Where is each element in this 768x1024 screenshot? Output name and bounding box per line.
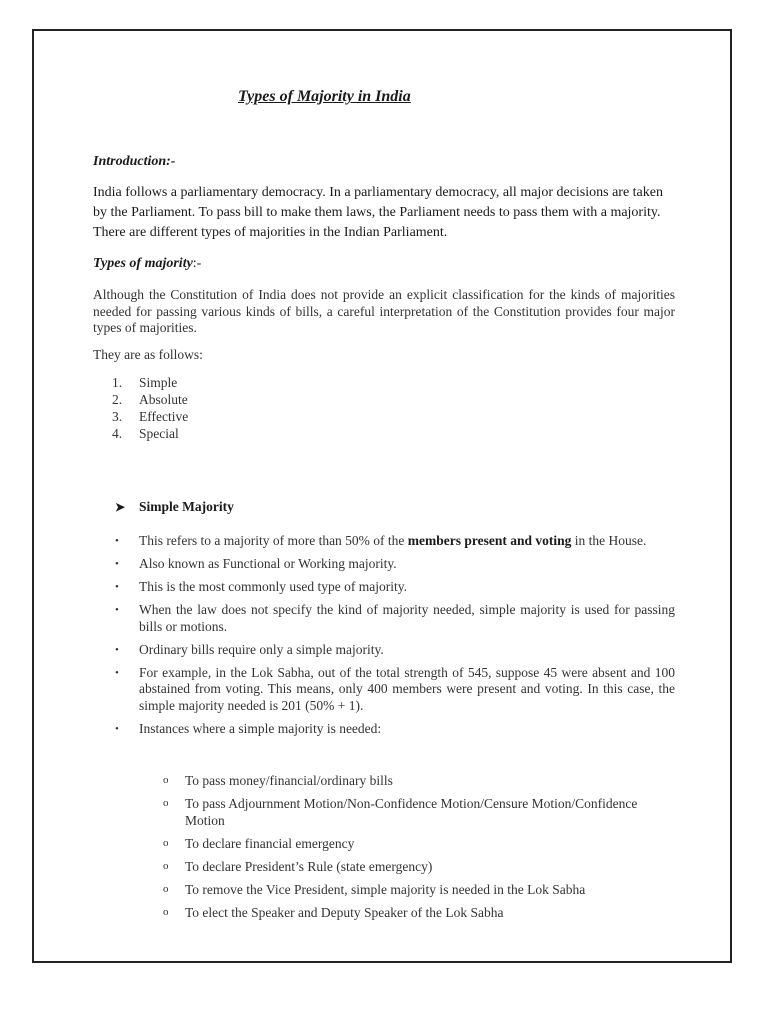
instance-text: To pass Adjournment Motion/Non-Confidence Motion/Censure Motion/Confidence Motion: [185, 796, 638, 828]
types-heading-text: Types of majority: [93, 256, 193, 271]
bullet-icon: •: [115, 722, 119, 735]
instances-list: [163, 772, 643, 927]
list-item: [115, 665, 675, 715]
types-heading-suffix: :-: [192, 256, 202, 271]
list-number: 3.: [112, 409, 123, 424]
bullet-icon: •: [115, 535, 119, 547]
types-list: [112, 374, 188, 442]
simple-majority-bullets: [115, 533, 675, 744]
list-item: [115, 579, 675, 596]
circle-bullet-icon: o: [163, 774, 169, 786]
types-paragraph: Although the Constitution of India does not provide an explicit classification for the kinds of majorities needed for passing various kinds of bills, a careful interpretation of the Constitution provides four major types of majorities.: [93, 287, 675, 335]
bullet-icon: •: [115, 581, 119, 593]
list-item: [115, 533, 675, 550]
instance-text: To declare financial emergency: [185, 836, 355, 851]
bullet-text: Instances where a simple majority is needed:: [139, 720, 382, 736]
instance-text: To elect the Speaker and Deputy Speaker of the Lok Sabha: [185, 905, 504, 920]
instance-text: To declare President’s Rule (state emergency): [185, 859, 433, 874]
list-item: [112, 408, 188, 425]
list-item: [163, 772, 643, 789]
bullet-icon: •: [115, 666, 119, 679]
circle-bullet-icon: o: [163, 906, 169, 918]
list-label: Simple: [139, 375, 178, 390]
document-title: Types of Majority in India: [238, 88, 411, 105]
follows-text: They are as follows:: [93, 347, 203, 362]
bullet-text: For example, in the Lok Sabha, out of the total strength of 545, suppose 45 were absent and 100 abstained from voting. This means, only 400 members were present and voting. In this case, the simple majority needed is 201 (50% + 1).: [139, 664, 675, 713]
bullet-icon: •: [115, 643, 119, 656]
list-item: [115, 556, 675, 573]
bullet-text: When the law does not specify the kind of majority needed, simple majority is used for passing bills or motions.: [139, 602, 675, 634]
list-item: [112, 391, 188, 408]
circle-bullet-icon: o: [163, 837, 169, 849]
types-heading: [93, 256, 201, 272]
list-number: 1.: [112, 375, 123, 390]
bullet-text: This is the most commonly used type of majority.: [139, 579, 407, 594]
bullet-text: This refers to a majority of more than 50% of the members present and voting in the House.: [139, 533, 647, 548]
bold-phrase: members present and voting: [407, 533, 572, 548]
list-item: [115, 721, 675, 738]
list-item: [115, 602, 675, 635]
intro-heading: Introduction:-: [93, 154, 176, 169]
instance-text: To pass money/financial/ordinary bills: [185, 773, 393, 788]
list-item: [115, 642, 675, 659]
list-item: [163, 881, 643, 898]
list-label: Effective: [139, 409, 189, 424]
list-number: 4.: [112, 426, 123, 441]
simple-majority-heading: [115, 499, 234, 515]
bullet-text: Also known as Functional or Working majority.: [139, 556, 397, 571]
intro-paragraph: India follows a parliamentary democracy. In a parliamentary democracy, all major decisions are taken by the Parliament. To pass bill to make them laws, the Parliament needs to pass them with a majority. There are different types of majorities in the Indian Parliament.: [93, 185, 663, 240]
bullet-icon: •: [115, 604, 119, 616]
bullet-icon: •: [115, 558, 119, 570]
list-item: [163, 858, 643, 875]
list-number: 2.: [112, 392, 123, 407]
simple-majority-heading-text: Simple Majority: [139, 499, 234, 514]
circle-bullet-icon: o: [163, 797, 169, 809]
list-item: [163, 835, 643, 852]
arrow-bullet-icon: ➤: [115, 499, 126, 514]
bullet-text: Ordinary bills require only a simple majority.: [139, 641, 384, 657]
circle-bullet-icon: o: [163, 883, 169, 895]
list-label: Special: [139, 426, 179, 441]
circle-bullet-icon: o: [163, 860, 169, 872]
list-item: [112, 425, 188, 442]
list-label: Absolute: [139, 392, 188, 407]
list-item: [112, 374, 188, 391]
instance-text: To remove the Vice President, simple majority is needed in the Lok Sabha: [185, 882, 586, 897]
list-item: [163, 904, 643, 921]
list-item: [163, 795, 643, 829]
